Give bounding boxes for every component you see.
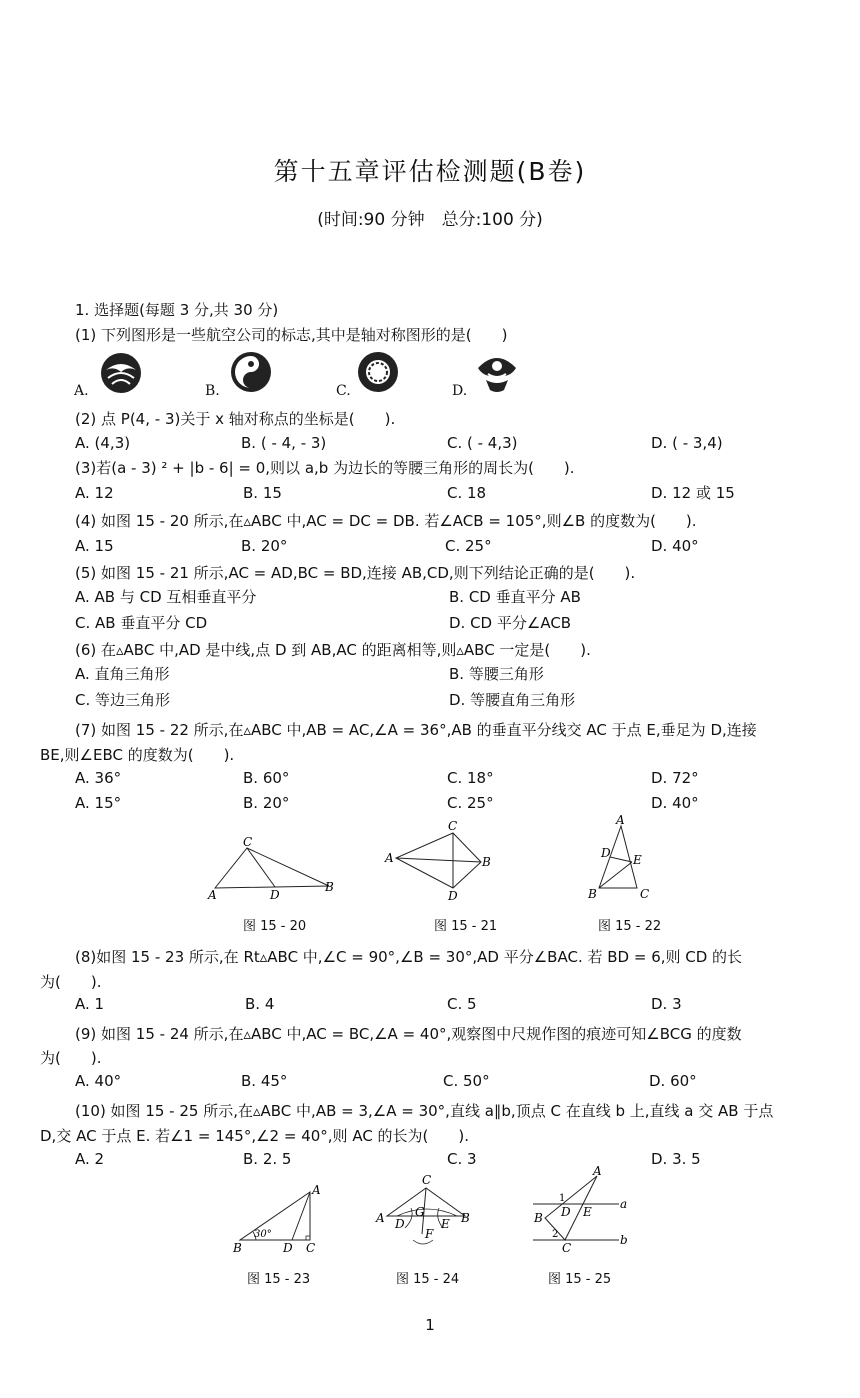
q2-option-a: A. (4,3) — [75, 434, 131, 452]
q2-option-b: B. ( - 4, - 3) — [241, 434, 327, 452]
fig25-label-angle1: 1 — [559, 1193, 566, 1204]
caption-15-24: 图 15 - 24 — [396, 1272, 460, 1287]
fig24-label-a: A — [376, 1211, 385, 1225]
fig20-label-a: A — [208, 888, 217, 902]
fig22-label-e: E — [633, 853, 642, 867]
q9-option-b: B. 45° — [241, 1072, 288, 1090]
fig25-label-b: B — [534, 1211, 543, 1225]
q3-option-a: A. 12 — [75, 484, 114, 502]
fig23-label-a: A — [312, 1183, 321, 1197]
fig25-label-e: E — [583, 1205, 592, 1219]
q6-option-b: B. 等腰三角形 — [449, 665, 544, 683]
fig25-label-line-b: b — [620, 1233, 628, 1247]
q7-option-a: A. 36° — [75, 769, 122, 787]
fig25-label-d: D — [561, 1205, 571, 1219]
q5-option-c: C. AB 垂直平分 CD — [75, 614, 208, 632]
fig24-label-b: B — [461, 1211, 470, 1225]
q8-option-d: D. 3 — [651, 995, 682, 1013]
fig21-label-c: C — [448, 819, 458, 833]
logo-label-b: B. — [205, 383, 220, 399]
fig24-label-f: F — [425, 1227, 434, 1241]
logo-label-a: A. — [74, 383, 89, 399]
fig25-label-angle2: 2 — [552, 1229, 559, 1240]
q7-extra-option-d: D. 40° — [651, 794, 699, 812]
question-6-stem: (6) 在▵ABC 中,AD 是中线,点 D 到 AB,AC 的距离相等,则▵ABC 一定是( ). — [75, 641, 591, 659]
q4-option-b: B. 20° — [241, 537, 288, 555]
airline-logo-a-icon — [98, 352, 144, 394]
q10-option-c: C. 3 — [447, 1150, 477, 1168]
figure-15-23 — [230, 1180, 330, 1260]
caption-15-20: 图 15 - 20 — [243, 919, 307, 934]
q7-extra-option-b: B. 20° — [243, 794, 290, 812]
q6-option-d: D. 等腰直角三角形 — [449, 691, 576, 709]
caption-15-23: 图 15 - 23 — [247, 1272, 311, 1287]
figure-15-25 — [525, 1166, 635, 1256]
fig22-label-c: C — [640, 887, 650, 901]
airline-logo-d-icon — [474, 352, 520, 394]
q8-option-a: A. 1 — [75, 995, 105, 1013]
q5-option-d: D. CD 平分∠ACB — [449, 614, 572, 632]
question-8-stem-line1: (8)如图 15 - 23 所示,在 Rt▵ABC 中,∠C = 90°,∠B = 30°,AD 平分∠BAC. 若 BD = 6,则 CD 的长 — [75, 948, 743, 966]
q4-option-a: A. 15 — [75, 537, 114, 555]
page-title: 第十五章评估检测题(B卷) — [273, 157, 587, 186]
fig25-label-line-a: a — [620, 1197, 628, 1211]
fig24-label-d: D — [395, 1217, 405, 1231]
q9-option-d: D. 60° — [649, 1072, 697, 1090]
fig22-label-b: B — [588, 887, 597, 901]
question-9-stem-line2: 为( ). — [40, 1049, 102, 1067]
q4-option-d: D. 40° — [651, 537, 699, 555]
question-10-stem-line1: (10) 如图 15 - 25 所示,在▵ABC 中,AB = 3,∠A = 30°,直线 a∥b,顶点 C 在直线 b 上,直线 a 交 AB 于点 — [75, 1102, 774, 1120]
q6-option-c: C. 等边三角形 — [75, 691, 171, 709]
question-3-stem: (3)若(a - 3) ² + |b - 6| = 0,则以 a,b 为边长的等腰三角形的周长为( ). — [75, 459, 575, 477]
q7-option-d: D. 72° — [651, 769, 699, 787]
question-9-stem-line1: (9) 如图 15 - 24 所示,在▵ABC 中,AC = BC,∠A = 40°,观察图中尺规作图的痕迹可知∠BCG 的度数 — [75, 1025, 742, 1043]
fig24-label-g: G — [415, 1205, 425, 1219]
airline-logo-c-icon — [356, 350, 400, 394]
q3-option-b: B. 15 — [243, 484, 282, 502]
q5-option-b: B. CD 垂直平分 AB — [449, 588, 581, 606]
fig20-label-d: D — [270, 888, 280, 902]
question-1-stem: (1) 下列图形是一些航空公司的标志,其中是轴对称图形的是( ) — [75, 326, 508, 344]
question-4-stem: (4) 如图 15 - 20 所示,在▵ABC 中,AC = DC = DB. 若∠ACB = 105°,则∠B 的度数为( ). — [75, 512, 697, 530]
q6-option-a: A. 直角三角形 — [75, 665, 170, 683]
page-number: 1 — [425, 1316, 435, 1334]
fig20-label-c: C — [243, 835, 253, 849]
question-10-stem-line2: D,交 AC 于点 E. 若∠1 = 145°,∠2 = 40°,则 AC 的长为( ). — [40, 1127, 470, 1145]
q7-option-c: C. 18° — [447, 769, 494, 787]
question-2-stem: (2) 点 P(4, - 3)关于 x 轴对称点的坐标是( ). — [75, 410, 396, 428]
q4-option-c: C. 25° — [445, 537, 492, 555]
logo-label-d: D. — [452, 383, 468, 399]
q9-option-c: C. 50° — [443, 1072, 490, 1090]
q7-option-b: B. 60° — [243, 769, 290, 787]
q3-option-d: D. 12 或 15 — [651, 484, 735, 502]
airline-logo-b-icon — [229, 350, 273, 394]
fig22-label-d: D — [601, 846, 611, 860]
fig24-label-c: C — [422, 1173, 432, 1187]
figure-15-20 — [205, 836, 345, 906]
fig25-label-a: A — [593, 1164, 602, 1178]
fig25-label-c: C — [562, 1241, 572, 1255]
fig23-label-b: B — [233, 1241, 242, 1255]
caption-15-25: 图 15 - 25 — [548, 1272, 612, 1287]
fig24-label-e: E — [441, 1217, 450, 1231]
figure-15-24 — [375, 1172, 485, 1262]
fig20-label-b: B — [325, 880, 334, 894]
caption-15-22: 图 15 - 22 — [598, 919, 662, 934]
q2-option-c: C. ( - 4,3) — [447, 434, 518, 452]
fig21-label-a: A — [385, 851, 394, 865]
fig22-label-a: A — [616, 813, 625, 827]
question-7-stem-line1: (7) 如图 15 - 22 所示,在▵ABC 中,AB = AC,∠A = 36°,AB 的垂直平分线交 AC 于点 E,垂足为 D,连接 — [75, 721, 757, 739]
q8-option-c: C. 5 — [447, 995, 477, 1013]
fig21-label-b: B — [482, 855, 491, 869]
fig23-label-c: C — [306, 1241, 316, 1255]
question-7-stem-line2: BE,则∠EBC 的度数为( ). — [40, 746, 235, 764]
page-subtitle: (时间:90 分钟 总分:100 分) — [317, 210, 543, 230]
q8-option-b: B. 4 — [245, 995, 275, 1013]
q10-option-d: D. 3. 5 — [651, 1150, 701, 1168]
fig21-label-d: D — [448, 889, 458, 903]
q7-extra-option-a: A. 15° — [75, 794, 122, 812]
q2-option-d: D. ( - 3,4) — [651, 434, 723, 452]
q9-option-a: A. 40° — [75, 1072, 122, 1090]
q10-option-b: B. 2. 5 — [243, 1150, 292, 1168]
question-8-stem-line2: 为( ). — [40, 973, 102, 991]
figure-15-22 — [583, 812, 663, 904]
q3-option-c: C. 18 — [447, 484, 487, 502]
q10-option-a: A. 2 — [75, 1150, 105, 1168]
caption-15-21: 图 15 - 21 — [434, 919, 498, 934]
logo-label-c: C. — [336, 383, 351, 399]
q7-extra-option-c: C. 25° — [447, 794, 494, 812]
fig23-label-angle: 30° — [254, 1229, 272, 1240]
q5-option-a: A. AB 与 CD 互相垂直平分 — [75, 588, 257, 606]
fig23-label-d: D — [283, 1241, 293, 1255]
question-5-stem: (5) 如图 15 - 21 所示,AC = AD,BC = BD,连接 AB,CD,则下列结论正确的是( ). — [75, 564, 636, 582]
section-heading: 1. 选择题(每题 3 分,共 30 分) — [75, 301, 279, 319]
figure-15-21 — [383, 818, 503, 910]
